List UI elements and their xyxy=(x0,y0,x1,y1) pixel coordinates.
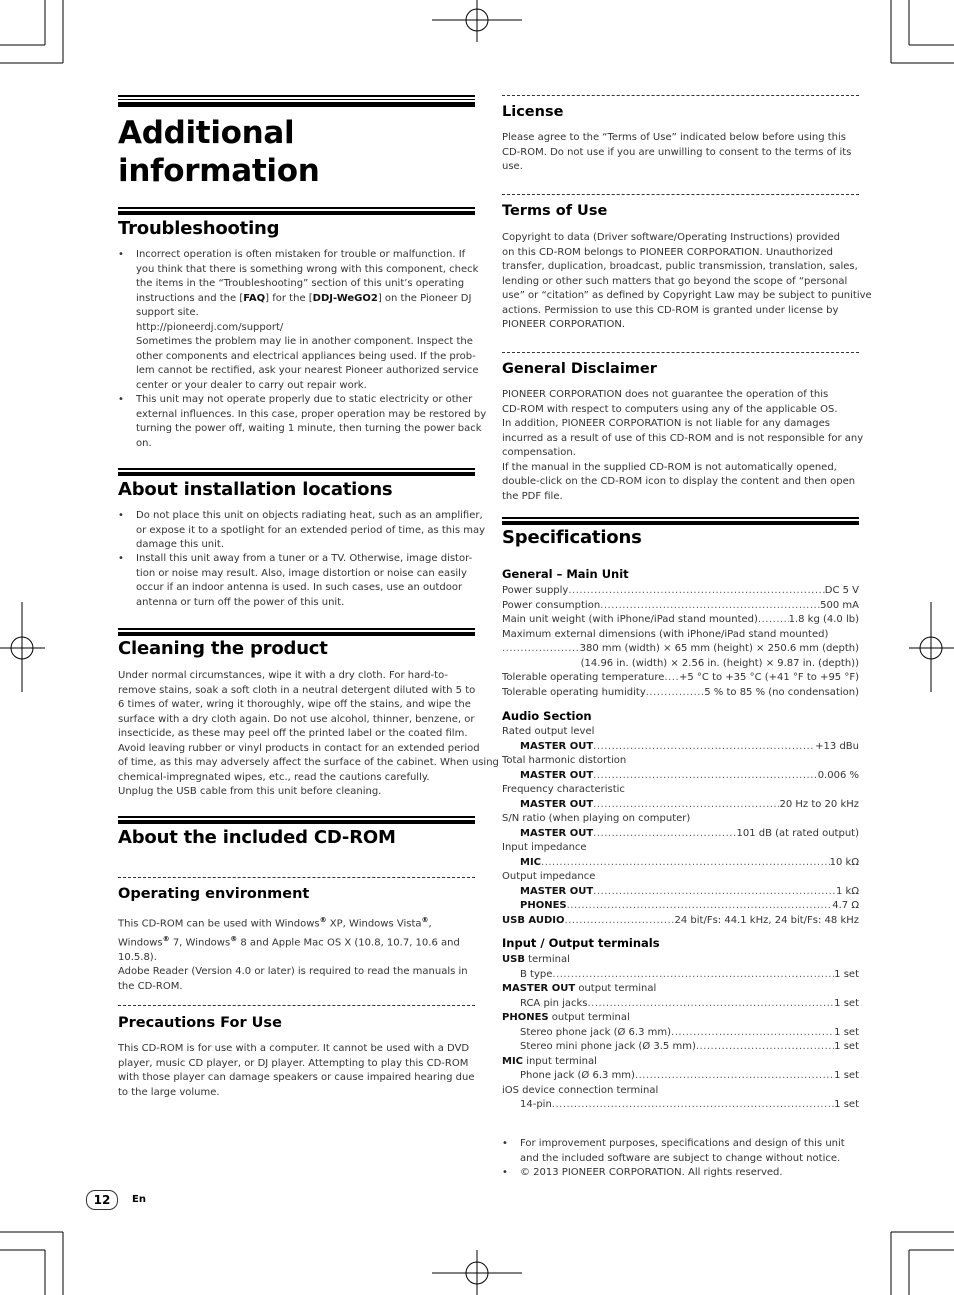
io-terminals-heading: Input / Output terminals xyxy=(502,936,660,950)
dashed-divider xyxy=(502,95,859,96)
precautions-heading: Precautions For Use xyxy=(118,1015,282,1031)
spec-row: MASTER OUT ..... 101 dB (at rated output) xyxy=(502,827,859,842)
disclaimer-text: PIONEER CORPORATION does not guarantee the operation of this CD-ROM with respect to computers using any of the applicable OS. In addition, PIONEER CORPORATION is not liable for any damages incurred as a result of use of this CD-ROM and is not responsible for any compensation. If the manual in the supplied CD-ROM is not automatically opened, double-click on the CD-ROM icon to display the content and then open the PDF file. xyxy=(502,389,864,502)
main-unit-specs: Power supply ..... DC 5 V Power consumption ..... 500 mA Main unit weight (with iPhone/iPad stand mounted) ..... 1.8 kg (4.0 lb) Maximum external dimensions (with iPhone/iPad stand mounted) ..... 380 mm (width) × 65 mm (height) × 250.6 mm (depth) (14.96 in. (width) × 2.56 in. (height) × 9.87 in. (depth)) Tolerable operating temperature ..... +5 °C to +35 °C (+41 °F to +95 °F) Tolerable operating humidity ..... 5 % to 85 % (no condensation) xyxy=(502,584,859,700)
troubleshooting-bullet-1: • Incorrect operation is often mistaken for trouble or malfunction. If you think that there is something wrong with this component, check the items in the “Troubleshooting” section of this unit’s operating instructions and the [FAQ] for the [DDJ-WeGO2] on the Pioneer DJ support site. http://pioneerdj.com/support/ Sometimes the problem may lie in another component. Inspect the other components and electrical appliances being used. If the prob- lem cannot be rectified, ask your nearest Pioneer authorized service center or your dealer to carry out repair work. xyxy=(118,249,479,391)
note-bullet-2: • © 2013 PIONEER CORPORATION. All rights reserved. xyxy=(502,1166,859,1181)
spec-row: Tolerable operating humidity ..... 5 % to 85 % (no condensation) xyxy=(502,686,859,701)
spec-row: MASTER OUT ..... 1 kΩ xyxy=(502,885,859,900)
spec-row: MIC ..... 10 kΩ xyxy=(502,856,859,871)
spec-row: MASTER OUT ..... 0.006 % xyxy=(502,769,859,784)
dashed-divider xyxy=(118,1005,475,1006)
section-rule xyxy=(118,628,475,630)
terms-text: Copyright to data (Driver software/Operating Instructions) provided on this CD-ROM belongs to PIONEER CORPORATION. Unauthorized transfer, duplication, broadcast, public transmission, translation, sales, lending or other such matters that go beyond the scope of “personal use” or “citation” as defined by Copyright Law may be subject to punitive actions. Permission to use this CD-ROM is granted under license by PIONEER CORPORATION. xyxy=(502,232,872,330)
spec-row: Power consumption ..... 500 mA xyxy=(502,599,859,614)
language-code: En xyxy=(132,1194,146,1205)
specifications-heading: Specifications xyxy=(502,527,642,548)
section-rule xyxy=(118,207,475,209)
bullet-icon: • xyxy=(118,553,124,564)
installation-bullet-2: • Install this unit away from a tuner or a TV. Otherwise, image distor- tion or noise may result. Also, image distortion or noise can easily occur if an indoor antenna is used. In such cases, use an outdoor antenna or turn off the power of this unit. xyxy=(118,553,473,608)
operating-environment-text: This CD-ROM can be used with Windows® XP, Windows Vista®, Windows® 7, Windows® 8 and Apple Mac OS X (10.8, 10.7, 10.6 and 10.5.8). Adobe Reader (Version 4.0 or later) is required to read the manuals in the CD-ROM. xyxy=(118,916,468,992)
spec-row: 14-pin ..... 1 set xyxy=(502,1098,859,1113)
license-text: Please agree to the “Terms of Use” indicated below before using this CD-ROM. Do not use if you are unwilling to consent to the terms of its use. xyxy=(502,132,852,172)
installation-bullet-1: • Do not place this unit on objects radiating heat, such as an amplifier, or expose it to a spotlight for an extended period of time, as this may damage this unit. xyxy=(118,510,486,550)
spec-row: PHONES ..... 4.7 Ω xyxy=(502,899,859,914)
terms-heading: Terms of Use xyxy=(502,203,608,219)
section-rule xyxy=(118,816,475,818)
dashed-divider xyxy=(502,352,859,353)
section-rule xyxy=(118,468,475,470)
page-number: 12 xyxy=(86,1190,118,1210)
section-rule xyxy=(502,517,859,519)
spec-row: MASTER OUT ..... +13 dBu xyxy=(502,740,859,755)
title-rule-3 xyxy=(118,102,475,107)
operating-environment-heading: Operating environment xyxy=(118,886,310,902)
cdrom-heading: About the included CD-ROM xyxy=(118,827,396,848)
spec-row: Main unit weight (with iPhone/iPad stand mounted) ..... 1.8 kg (4.0 lb) xyxy=(502,613,859,628)
spec-row: Tolerable operating temperature ..... +5 °C to +35 °C (+41 °F to +95 °F) xyxy=(502,671,859,686)
spec-row: ..... 380 mm (width) × 65 mm (height) × 250.6 mm (depth) xyxy=(502,642,859,657)
note-bullet-1: • For improvement purposes, specifications and design of this unit and the included software are subject to change without notice. xyxy=(502,1138,845,1164)
precautions-text: This CD-ROM is for use with a computer. It cannot be used with a DVD player, music CD player, or DJ player. Attempting to play this CD-ROM with those player can damage speakers or cause impaired hearing due to the large volume. xyxy=(118,1043,475,1098)
section-rule-2 xyxy=(502,521,859,525)
bullet-icon: • xyxy=(118,510,124,521)
title-rule xyxy=(118,95,475,97)
bullet-icon: • xyxy=(502,1167,508,1178)
section-rule-2 xyxy=(118,820,475,824)
io-specs: USB terminal B type ..... 1 set MASTER OUT output terminal RCA pin jacks ..... 1 set PHONES output terminal Stereo phone jack (Ø 6.3 mm) ..... 1 set Stereo mini phone jack (Ø 3.5 mm) ..... 1 set MIC input terminal Phone jack (Ø 6.3 mm) ..... 1 set iOS device connection terminal 14-pin ..... 1 set xyxy=(502,953,859,1113)
section-rule-2 xyxy=(118,632,475,636)
spec-row: B type ..... 1 set xyxy=(502,968,859,983)
spec-row: Power supply ..... DC 5 V xyxy=(502,584,859,599)
dashed-divider xyxy=(118,877,475,878)
installation-heading: About installation locations xyxy=(118,479,393,500)
audio-specs: Rated output level MASTER OUT ..... +13 dBu Total harmonic distortion MASTER OUT ..... 0.006 % Frequency characteristic MASTER OUT ..... 20 Hz to 20 kHz S/N ratio (when playing on computer) MASTER OUT ..... 101 dB (at rated output) Input impedance MIC ..... 10 kΩ Output impedance MASTER OUT ..... 1 kΩ PHONES ..... 4.7 Ω USB AUDIO ..... 24 bit/Fs: 44.1 kHz, 24 bit/Fs: 48 kHz xyxy=(502,725,859,928)
spec-row: RCA pin jacks ..... 1 set xyxy=(502,997,859,1012)
bullet-icon: • xyxy=(118,394,124,405)
spec-row: Phone jack (Ø 6.3 mm) ..... 1 set xyxy=(502,1069,859,1084)
dashed-divider xyxy=(502,194,859,195)
page-title: Additional information xyxy=(118,115,320,189)
spec-row: Stereo phone jack (Ø 6.3 mm) ..... 1 set xyxy=(502,1026,859,1041)
bullet-icon: • xyxy=(502,1138,508,1149)
troubleshooting-heading: Troubleshooting xyxy=(118,218,280,239)
cleaning-text: Under normal circumstances, wipe it with a dry cloth. For hard-to- remove stains, soak a soft cloth in a neutral detergent diluted with 5 to 6 times of water, wring it thoroughly, wipe off the stains, and wipe the surface with a dry cloth again. Do not use alcohol, thinner, benzene, or insecticide, as these may peel off the printed label or the coated film. Avoid leaving rubber or vinyl products in contact for an extended period of time, as this may adversely affect the surface of the cabinet. When using chemical-impregnated wipes, etc., read the cautions carefully. Unplug the USB cable from this unit before cleaning. xyxy=(118,670,499,797)
bullet-icon: • xyxy=(118,249,124,260)
title-rule-2 xyxy=(118,99,475,100)
spec-row: Stereo mini phone jack (Ø 3.5 mm) ..... 1 set xyxy=(502,1040,859,1055)
disclaimer-heading: General Disclaimer xyxy=(502,361,657,377)
main-unit-heading: General – Main Unit xyxy=(502,567,629,581)
spec-row: USB AUDIO ..... 24 bit/Fs: 44.1 kHz, 24 bit/Fs: 48 kHz xyxy=(502,914,859,929)
license-heading: License xyxy=(502,104,564,120)
section-rule-2 xyxy=(118,472,475,476)
cleaning-heading: Cleaning the product xyxy=(118,638,328,659)
support-link[interactable]: http://pioneerdj.com/support/ xyxy=(136,321,284,333)
spec-row: MASTER OUT ..... 20 Hz to 20 kHz xyxy=(502,798,859,813)
troubleshooting-bullet-2: • This unit may not operate properly due to static electricity or other external influences. In this case, proper operation may be restored by turning the power off, waiting 1 minute, then turning the power back on. xyxy=(118,394,487,449)
audio-section-heading: Audio Section xyxy=(502,709,592,723)
section-rule-2 xyxy=(118,211,475,215)
